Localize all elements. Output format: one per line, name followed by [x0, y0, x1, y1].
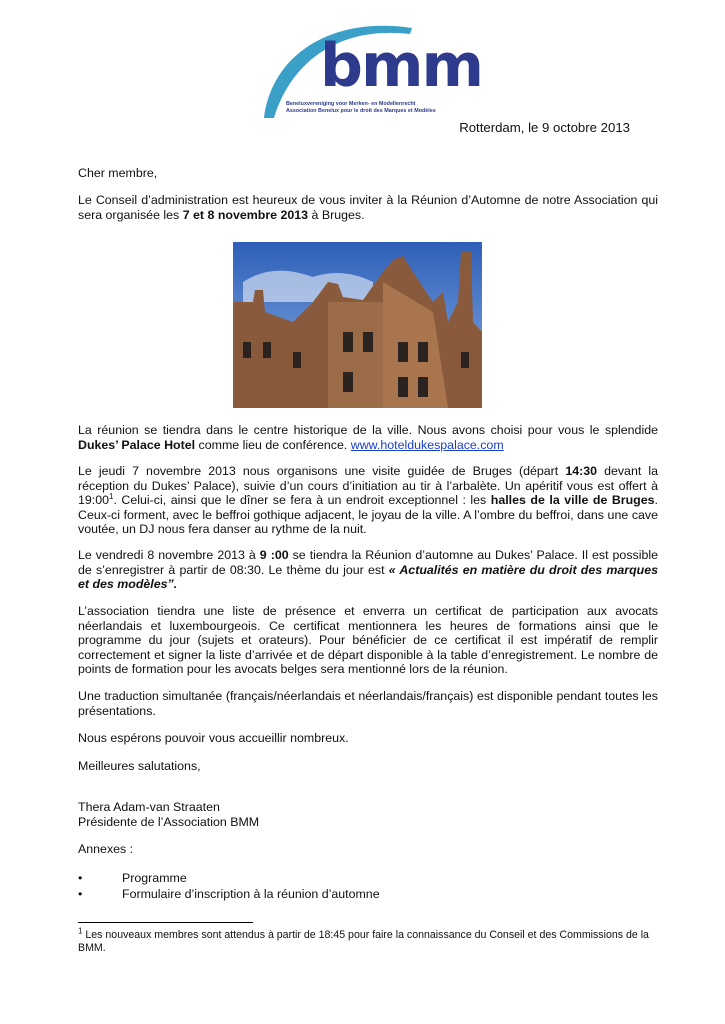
paragraph-friday: Le vendredi 8 novembre 2013 à 9 :00 se tiendra la Réunion d’automne au Dukes’ Palace. Il est possible de s’enregistrer à partir de 08:30. Le thème du jour est « Actualités en matière du droit des marques et des modèles”. [78, 548, 658, 591]
signature-title: Présidente de l’Association BMM [78, 814, 260, 829]
logo-subtitle: Beneluxvereniging voor Merken- en Modellenrecht Association Benelux pour le droit des Marques et Modèles [286, 101, 436, 114]
logo-text: bmm [320, 31, 482, 101]
paragraph-welcome: Nous espérons pouvoir vous accueillir nombreux. [78, 731, 349, 745]
annex-list [78, 870, 380, 902]
paragraph-thursday: Le jeudi 7 novembre 2013 nous organisons une visite guidée de Bruges (départ 14:30 devant la réception du Dukes’ Palace), suivie d’un cours d’initiation au tir à l’arbalète. Un apéritif vous est offert à $19:00^1$. Celui-ci, ainsi que le dîner se fera à un endroit exceptionnel : les halles de la ville de Bruges. Ceux-ci forment, avec le beffroi gothique adjacent, le joyau de la ville. A l’ombre du beffroi, dans une cave voutée, un DJ nous fera danser au rythme de la nuit. [78, 464, 658, 536]
bruges-building-photo [233, 242, 482, 408]
closing: Meilleures salutations, [78, 759, 201, 773]
bullet-icon: • [78, 871, 83, 885]
paragraph-venue: La réunion se tiendra dans le centre historique de la ville. Nous avons choisi pour vous le splendide Dukes’ Palace Hotel comme lieu de conférence. www.hoteldukespalace.com [78, 423, 658, 452]
paragraph-translation: Une traduction simultanée (français/néerlandais et néerlandais/français) est disponible pendant toutes les présentations. [78, 689, 658, 718]
list-item: • Formulaire d’inscription à la réunion d’automne [78, 887, 380, 901]
footnote: $^1$ Les nouveaux membres sont attendus à partir de 18:45 pour faire la connaissance du Conseil et des Commissions de la BMM. [78, 926, 649, 954]
list-item: • Programme [78, 871, 187, 885]
footnote-divider [78, 922, 253, 923]
signature-name: Thera Adam-van Straaten [78, 800, 220, 814]
paragraph-invitation: Le Conseil d’administration est heureux de vous inviter à la Réunion d’Automne de notre Association qui sera organisée les 7 et 8 novembre 2013 à Bruges. [78, 193, 658, 222]
paragraph-certificate: L’association tiendra une liste de présence et enverra un certificat de participation aux avocats néerlandais et luxembourgeois. Ce certificat mentionnera les heures de formations ainsi que le programme du jour (sujets et orateurs). Pour bénéficier de ce certificat il est impératif de remplir correctement et signer la liste d’arrivée et de départ disponible à la table d’enregistrement. Le nombre de points de formation pour les avocats belges sera mentionné lors de la réunion. [78, 604, 658, 676]
date-line: Rotterdam, le 9 octobre 2013 [459, 120, 630, 135]
salutation: Cher membre, [78, 166, 158, 180]
signature-block [78, 800, 658, 829]
bullet-icon: • [78, 887, 83, 901]
annex-label: Annexes : [78, 842, 134, 856]
hotel-link[interactable]: www.hoteldukespalace.com [350, 437, 504, 452]
